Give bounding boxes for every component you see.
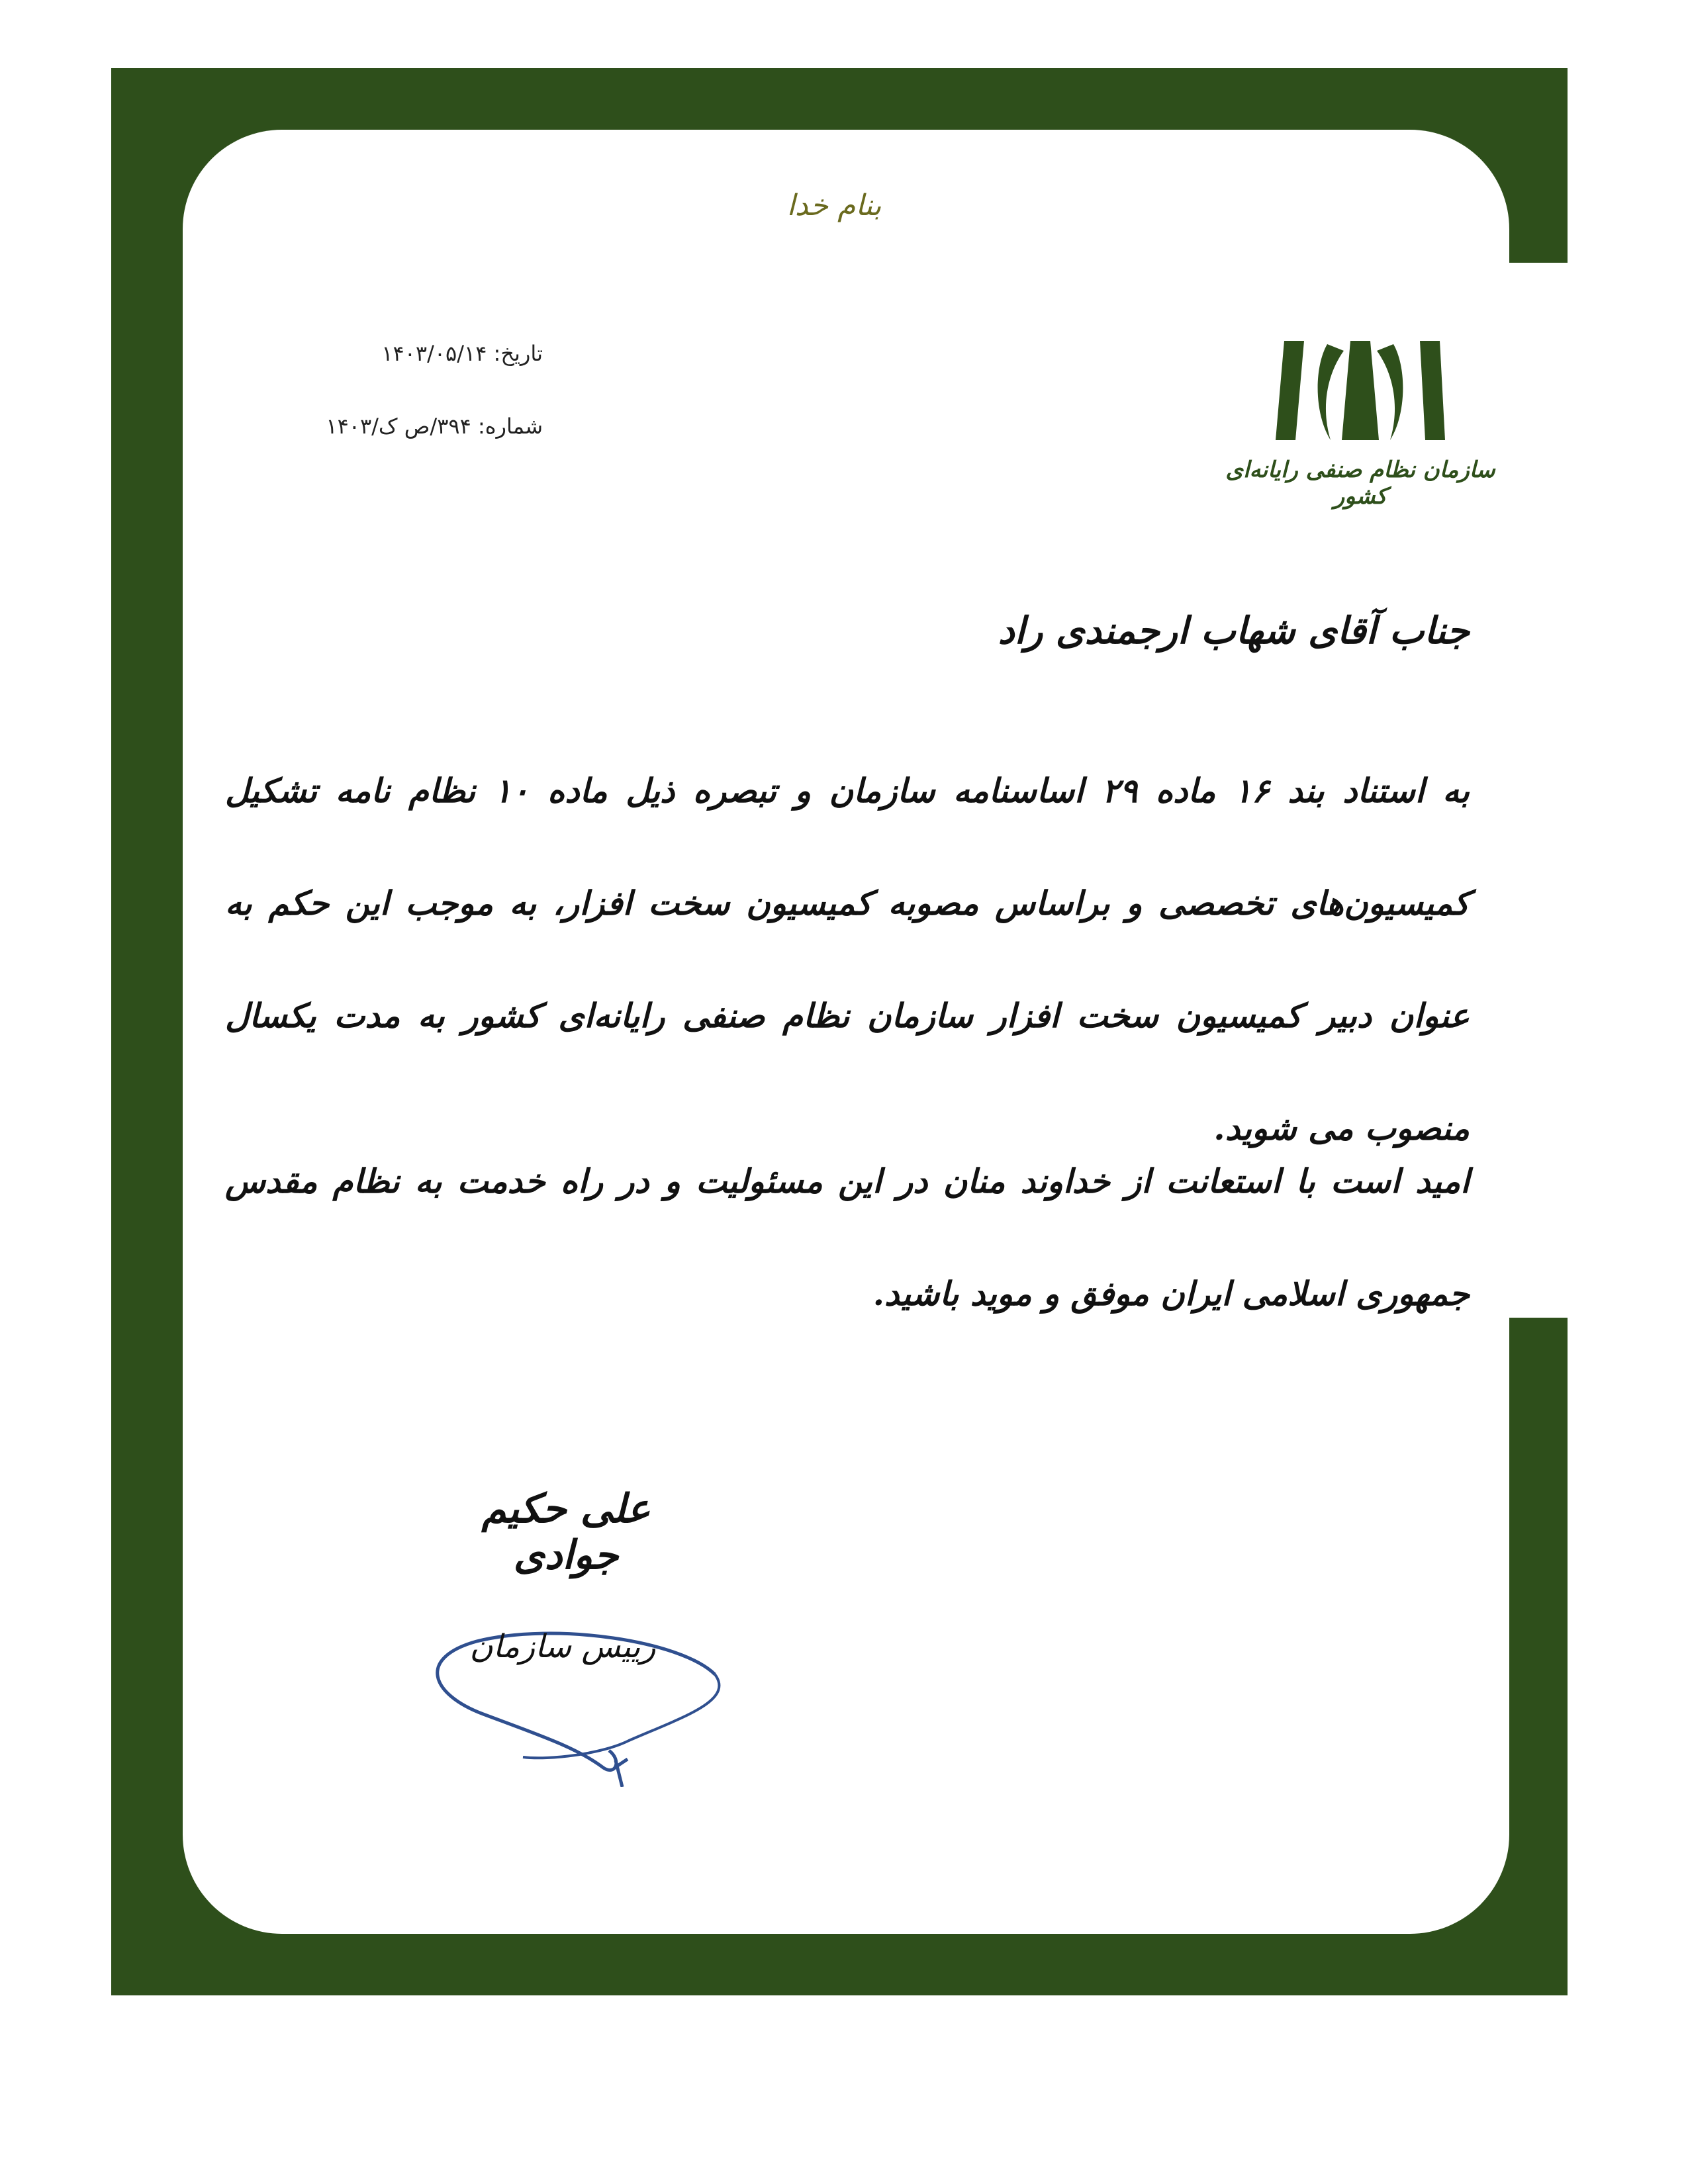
letter-date: تاریخ: ۱۴۰۳/۰۵/۱۴	[381, 341, 543, 366]
signature-icon	[404, 1595, 761, 1787]
signer-name: علی حکیم جوادی	[481, 1486, 651, 1578]
logo-caption: سازمان نظام صنفی رایانه‌ای کشور	[1225, 457, 1495, 510]
letter-paragraph-2: امید است با استعانت از خداوند منان در این مسئولیت و در راه خدمت به نظام مقدس جمهوری اسلامی ایران موفق و موید باشید.	[225, 1161, 1470, 1313]
signer-title: رییس سازمان	[469, 1628, 656, 1665]
letter-number: شماره: ۳۹۴/ص ک/۱۴۰۳	[326, 414, 543, 439]
basmala-heading: بنام خدا	[786, 189, 882, 222]
letter-paragraph-1: به استناد بند ۱۶ ماده ۲۹ اساسنامه سازمان و تبصره ذیل ماده ۱۰ نظام نامه تشکیل کمیسیون‌های تخصصی و براساس مصوبه کمیسیون سخت افزار، به موجب این حکم به عنوان دبیر کمیسیون سخت افزار سازمان نظام صنفی رایانه‌ای کشور به مدت یکسال منصوب می شوید.	[225, 771, 1470, 1148]
frame-notch	[1507, 263, 1568, 1318]
salutation: جناب آقای شهاب ارجمندی راد	[998, 609, 1470, 653]
